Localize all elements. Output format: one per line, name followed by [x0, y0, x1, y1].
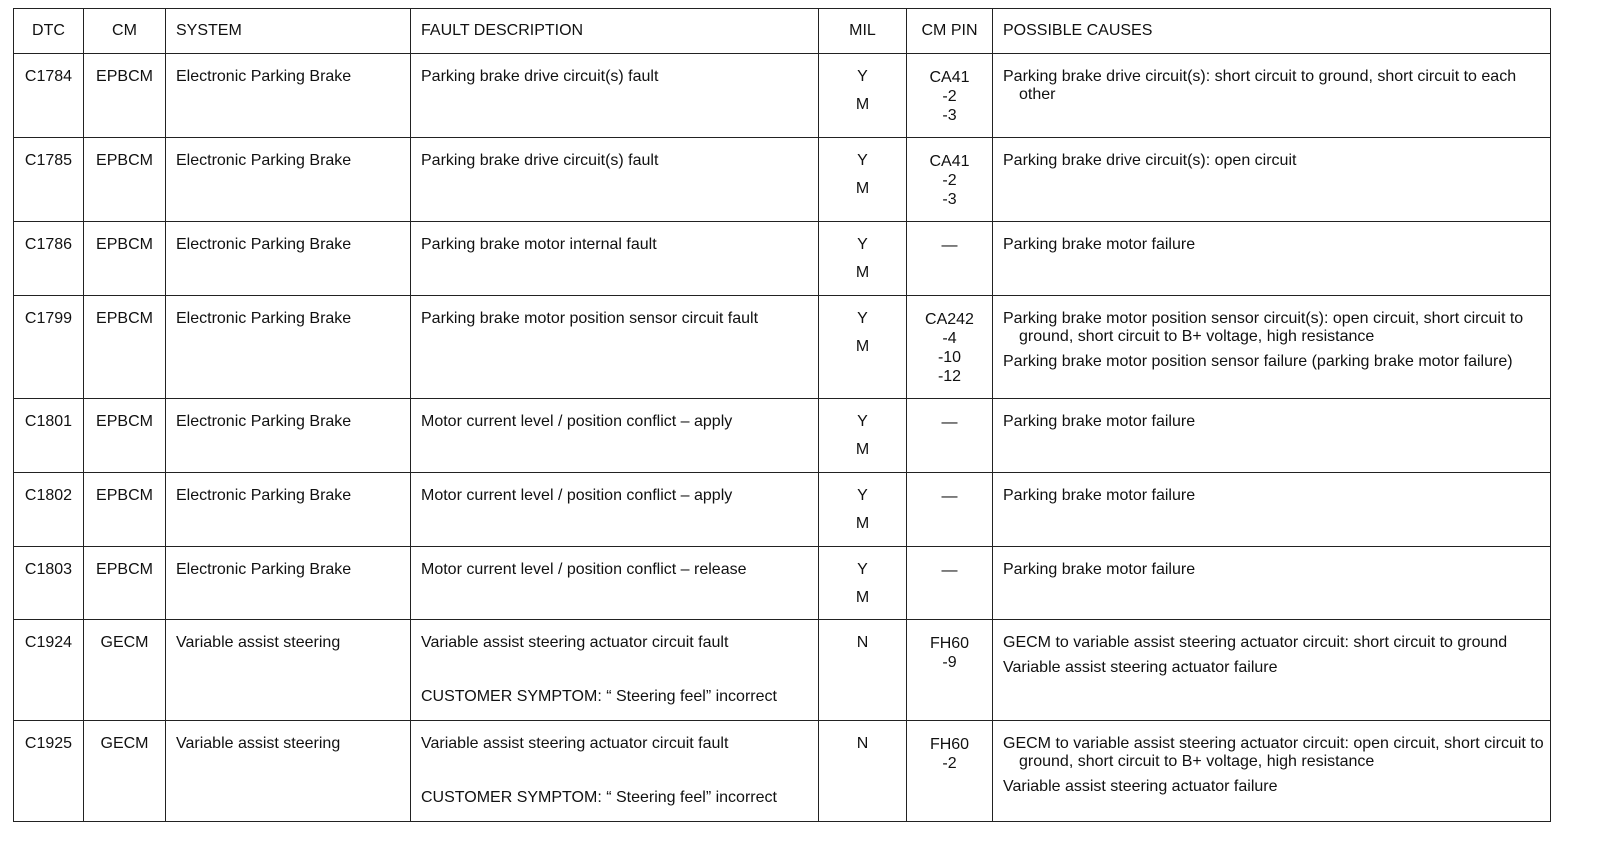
cm-pin: — [941, 488, 958, 505]
cm-pin: -2 [942, 172, 957, 189]
possible-cause: Parking brake motor failure [1003, 487, 1196, 504]
dtc-cell [14, 399, 84, 473]
mil-cell [819, 222, 907, 296]
mil-value: M [855, 180, 870, 197]
system-cell [166, 473, 411, 547]
system-name: Electronic Parking Brake [176, 561, 352, 578]
cm-pin: -12 [937, 368, 962, 385]
fault-description: Parking brake drive circuit(s) fault [421, 68, 659, 85]
possible-cause: GECM to variable assist steering actuator circuit: short circuit to ground [1003, 634, 1508, 651]
fault-description: Variable assist steering actuator circuit fault [421, 735, 729, 752]
causes-cell [993, 547, 1551, 620]
header-cm: CM [84, 9, 166, 54]
cm-module: GECM [100, 735, 149, 752]
cm-pin: CA41 [929, 153, 970, 170]
causes-cell [993, 620, 1551, 721]
system-cell [166, 138, 411, 222]
system-cell [166, 547, 411, 620]
possible-cause: Parking brake drive circuit(s): short circuit to ground, short circuit to each other [1003, 68, 1517, 103]
mil-value: Y [857, 561, 868, 578]
system-cell [166, 222, 411, 296]
cm-pin: CA242 [925, 311, 974, 328]
table-row [14, 620, 1551, 721]
system-cell [166, 296, 411, 399]
mil-value: Y [857, 310, 868, 327]
causes-cell [993, 54, 1551, 138]
mil-cell [819, 399, 907, 473]
pin-cell [907, 721, 993, 822]
header-row [14, 9, 1551, 54]
dtc-cell [14, 138, 84, 222]
header-possible-causes: POSSIBLE CAUSES [993, 9, 1551, 54]
cm-cell [84, 138, 166, 222]
mil-value: M [855, 96, 870, 113]
cm-module: EPBCM [96, 561, 153, 578]
pin-cell [907, 54, 993, 138]
cm-pin: FH60 [929, 736, 970, 753]
table-row [14, 399, 1551, 473]
mil-value: Y [857, 152, 868, 169]
system-name: Electronic Parking Brake [176, 413, 352, 430]
system-name: Electronic Parking Brake [176, 152, 352, 169]
system-cell [166, 399, 411, 473]
dtc-cell [14, 296, 84, 399]
mil-value: M [855, 338, 870, 355]
dtc-code: C1785 [24, 152, 73, 169]
dtc-code: C1802 [24, 487, 73, 504]
cm-cell [84, 473, 166, 547]
table-body [14, 54, 1551, 822]
cm-module: EPBCM [96, 236, 153, 253]
cm-cell [84, 222, 166, 296]
cm-cell [84, 296, 166, 399]
cm-pin: — [941, 414, 958, 431]
header-system: SYSTEM [166, 9, 411, 54]
mil-value: Y [857, 68, 868, 85]
dtc-cell [14, 54, 84, 138]
mil-cell [819, 547, 907, 620]
customer-symptom: CUSTOMER SYMPTOM: “ Steering feel” incorrect [421, 688, 777, 705]
fault-description: Variable assist steering actuator circuit fault [421, 634, 729, 651]
cm-cell [84, 399, 166, 473]
fault-description: Parking brake motor position sensor circuit fault [421, 310, 759, 327]
fault-cell [411, 547, 819, 620]
cm-module: GECM [100, 634, 149, 651]
possible-cause: Parking brake motor failure [1003, 236, 1196, 253]
cm-cell [84, 620, 166, 721]
dtc-code: C1799 [24, 310, 73, 327]
cm-pin: -2 [942, 755, 957, 772]
fault-cell [411, 54, 819, 138]
cm-pin: -10 [937, 349, 962, 366]
cm-pin: — [941, 237, 958, 254]
mil-value: Y [857, 413, 868, 430]
fault-cell [411, 721, 819, 822]
system-name: Electronic Parking Brake [176, 487, 352, 504]
header-cm-pin: CM PIN [907, 9, 993, 54]
mil-value: Y [857, 236, 868, 253]
cm-module: EPBCM [96, 487, 153, 504]
cm-module: EPBCM [96, 68, 153, 85]
dtc-table [13, 8, 1551, 822]
cm-cell [84, 54, 166, 138]
possible-cause: Parking brake drive circuit(s): open circuit [1003, 152, 1297, 169]
mil-cell [819, 473, 907, 547]
system-name: Electronic Parking Brake [176, 310, 352, 327]
mil-cell [819, 721, 907, 822]
mil-cell [819, 620, 907, 721]
cm-pin: — [941, 562, 958, 579]
fault-cell [411, 138, 819, 222]
pin-cell [907, 138, 993, 222]
customer-symptom: CUSTOMER SYMPTOM: “ Steering feel” incorrect [421, 789, 777, 806]
cm-pin: -3 [942, 107, 957, 124]
fault-description: Motor current level / position conflict – apply [421, 487, 733, 504]
cm-pin: FH60 [929, 635, 970, 652]
fault-cell [411, 399, 819, 473]
causes-cell [993, 296, 1551, 399]
possible-cause: Variable assist steering actuator failure [1003, 778, 1278, 795]
dtc-code: C1803 [24, 561, 73, 578]
cm-cell [84, 547, 166, 620]
causes-cell [993, 222, 1551, 296]
fault-description: Parking brake drive circuit(s) fault [421, 152, 659, 169]
system-cell [166, 721, 411, 822]
system-name: Electronic Parking Brake [176, 68, 352, 85]
possible-cause: Parking brake motor position sensor circuit(s): open circuit, short circuit to ground, short circuit to B+ voltage, high resistance [1003, 310, 1524, 345]
pin-cell [907, 399, 993, 473]
cm-pin: -3 [942, 191, 957, 208]
fault-cell [411, 620, 819, 721]
header-mil: MIL [819, 9, 907, 54]
fault-cell [411, 473, 819, 547]
dtc-code: C1786 [24, 236, 73, 253]
dtc-cell [14, 473, 84, 547]
system-cell [166, 54, 411, 138]
fault-cell [411, 296, 819, 399]
cm-module: EPBCM [96, 310, 153, 327]
mil-value: Y [857, 487, 868, 504]
dtc-code: C1801 [24, 413, 73, 430]
pin-cell [907, 547, 993, 620]
cm-pin: -2 [942, 88, 957, 105]
mil-value: M [855, 589, 870, 606]
possible-cause: GECM to variable assist steering actuator circuit: open circuit, short circuit to ground, short circuit to B+ voltage, high resistance [1003, 735, 1544, 770]
mil-cell [819, 138, 907, 222]
pin-cell [907, 620, 993, 721]
possible-cause: Variable assist steering actuator failure [1003, 659, 1278, 676]
table-row [14, 222, 1551, 296]
mil-value: N [856, 735, 869, 752]
table-row [14, 547, 1551, 620]
pin-cell [907, 296, 993, 399]
header-dtc: DTC [14, 9, 84, 54]
table-row [14, 473, 1551, 547]
dtc-cell [14, 547, 84, 620]
causes-cell [993, 138, 1551, 222]
mil-value: M [855, 264, 870, 281]
mil-value: M [855, 441, 870, 458]
possible-cause: Parking brake motor failure [1003, 413, 1196, 430]
system-cell [166, 620, 411, 721]
cm-pin: -4 [942, 330, 957, 347]
mil-cell [819, 54, 907, 138]
dtc-cell [14, 620, 84, 721]
possible-cause: Parking brake motor position sensor failure (parking brake motor failure) [1003, 353, 1513, 370]
causes-cell [993, 399, 1551, 473]
causes-cell [993, 473, 1551, 547]
pin-cell [907, 473, 993, 547]
table-row [14, 721, 1551, 822]
possible-cause: Parking brake motor failure [1003, 561, 1196, 578]
mil-cell [819, 296, 907, 399]
mil-value: N [856, 634, 869, 651]
pin-cell [907, 222, 993, 296]
cm-module: EPBCM [96, 152, 153, 169]
table-row [14, 138, 1551, 222]
cm-module: EPBCM [96, 413, 153, 430]
system-name: Variable assist steering [176, 735, 341, 752]
dtc-cell [14, 721, 84, 822]
cm-pin: -9 [942, 654, 957, 671]
dtc-code: C1925 [24, 735, 73, 752]
dtc-code: C1924 [24, 634, 73, 651]
fault-description: Motor current level / position conflict – apply [421, 413, 733, 430]
dtc-code: C1784 [24, 68, 73, 85]
cm-pin: CA41 [929, 69, 970, 86]
mil-value: M [855, 515, 870, 532]
causes-cell [993, 721, 1551, 822]
fault-cell [411, 222, 819, 296]
header-fault-description: FAULT DESCRIPTION [411, 9, 819, 54]
fault-description: Parking brake motor internal fault [421, 236, 657, 253]
table-row [14, 54, 1551, 138]
fault-description: Motor current level / position conflict – release [421, 561, 747, 578]
system-name: Electronic Parking Brake [176, 236, 352, 253]
cm-cell [84, 721, 166, 822]
table-row [14, 296, 1551, 399]
dtc-cell [14, 222, 84, 296]
system-name: Variable assist steering [176, 634, 341, 651]
